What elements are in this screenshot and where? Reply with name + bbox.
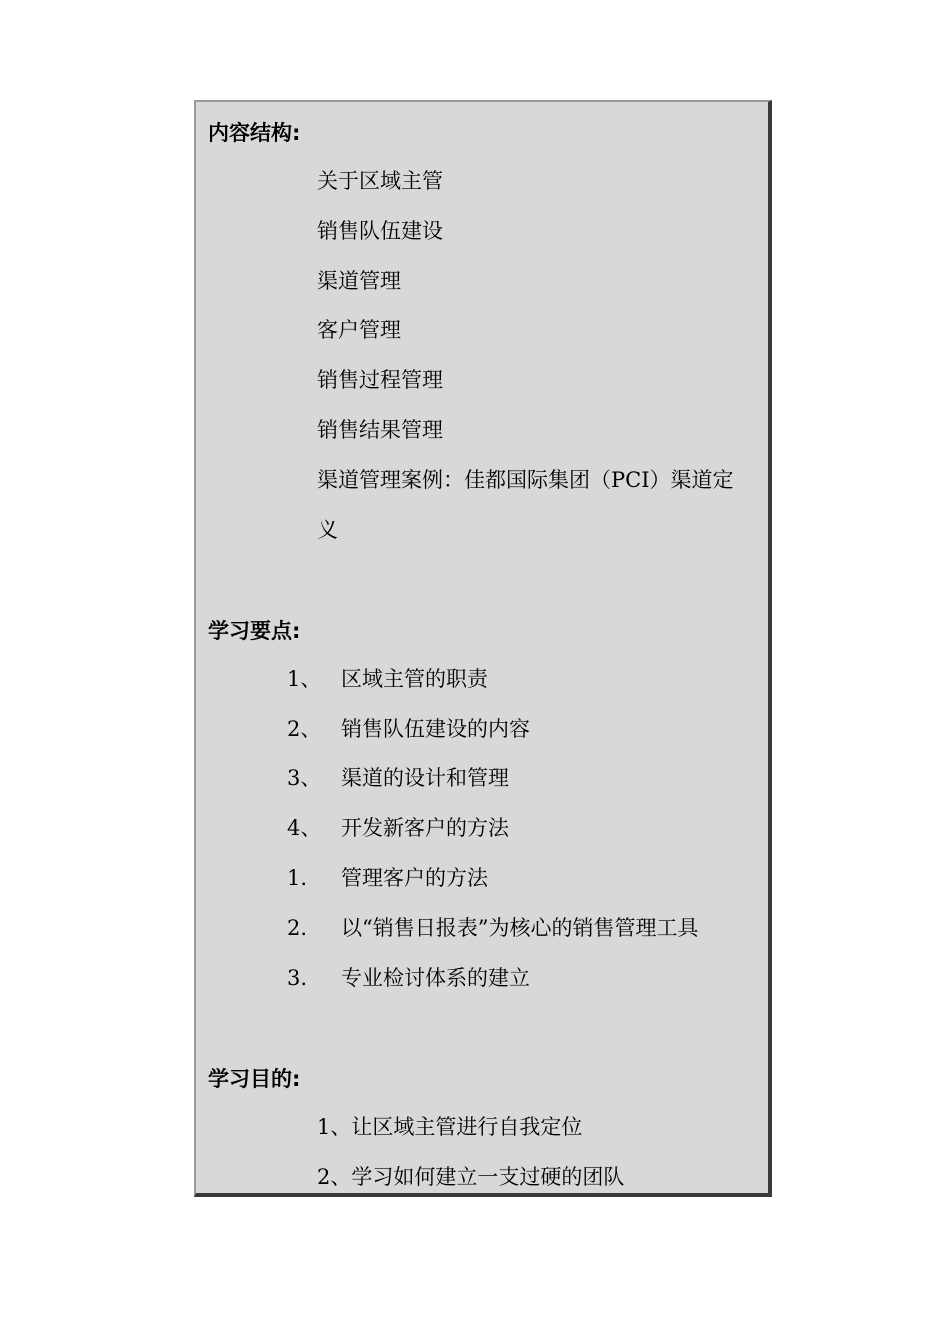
- points-text: 专业检讨体系的建立: [341, 966, 530, 990]
- points-number: 1、: [287, 667, 322, 691]
- structure-item: 关于区域主管: [317, 169, 443, 193]
- points-number: 3.: [287, 966, 308, 990]
- points-text: 区域主管的职责: [341, 667, 488, 691]
- structure-heading: 内容结构:: [208, 121, 301, 145]
- points-text: 渠道的设计和管理: [341, 766, 509, 790]
- structure-item: 销售过程管理: [317, 368, 443, 392]
- content-box: [194, 100, 772, 1197]
- points-text: 管理客户的方法: [341, 866, 488, 890]
- points-text: 以“销售日报表”为核心的销售管理工具: [341, 916, 699, 940]
- structure-item: 渠道管理案例：佳都国际集团（PCI）渠道定: [317, 468, 734, 492]
- structure-item: 销售队伍建设: [317, 219, 443, 243]
- points-number: 2.: [287, 916, 308, 940]
- points-number: 3、: [287, 766, 322, 790]
- structure-item: 义: [317, 518, 338, 542]
- points-text: 销售队伍建设的内容: [341, 717, 530, 741]
- structure-item: 渠道管理: [317, 269, 401, 293]
- goals-item: 1、让区域主管进行自我定位: [317, 1115, 583, 1139]
- structure-item: 客户管理: [317, 318, 401, 342]
- goals-item: 2、学习如何建立一支过硬的团队: [317, 1165, 625, 1189]
- points-heading: 学习要点:: [208, 619, 301, 643]
- structure-item: 销售结果管理: [317, 418, 443, 442]
- points-number: 2、: [287, 717, 322, 741]
- points-number: 4、: [287, 816, 322, 840]
- points-number: 1.: [287, 866, 308, 890]
- goals-heading: 学习目的:: [208, 1067, 301, 1091]
- points-text: 开发新客户的方法: [341, 816, 509, 840]
